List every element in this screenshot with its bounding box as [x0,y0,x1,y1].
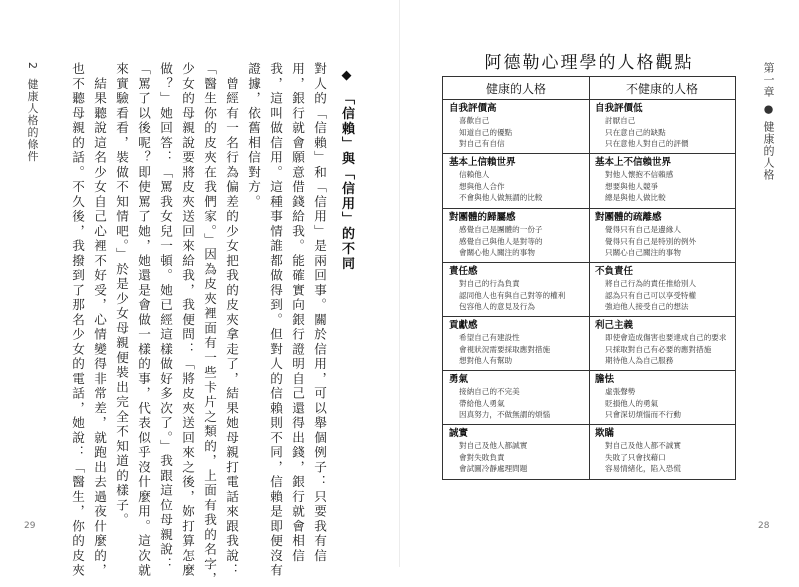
trait-item: 只採取對自己有必要的應對措施 [605,344,712,354]
body-column: 對人的「信賴」和「信用」是兩回事。關於信用，可以舉個例子：只要我有信 [312,62,327,564]
trait-title: 基本上不信賴世界 [595,157,672,168]
footer-chapter-title: 健康人格的條件 [26,78,39,163]
healthy-cell [449,374,589,421]
trait-item: 貶損他人的勇氣 [605,398,659,408]
header-chapter: 第一章 [762,62,775,98]
healthy-cell [449,212,589,259]
trait-item: 會視狀況需要採取應對措施 [459,344,551,354]
body-column: 做？」她回答：「罵我女兒一頓。她已經這樣做好多次了。」我跟這位母親說： [158,62,173,572]
trait-item: 信賴他人 [459,170,490,179]
trait-item: 會試圖冷靜處理問題 [459,464,528,473]
body-column: 「罵了以後呢？即使罵了她，她還是會做一樣的事，代表似乎沒什麼用。這次就 [136,62,151,579]
header-bullet-icon: ● [762,102,775,117]
trait-item: 強迫他人接受自己的想法 [605,302,689,311]
trait-title: 利己主義 [595,320,634,331]
trait-item: 知道自己的優點 [459,127,513,137]
trait-item: 總是與他人做比較 [605,193,666,202]
trait-item: 對自己及他人都誠實 [459,441,528,450]
healthy-cell [449,266,589,313]
trait-item: 想對他人有幫助 [459,356,513,365]
trait-title: 對團體的疏離感 [595,212,662,223]
row-divider [443,316,735,317]
trait-item: 容易情緒化，陷入恐慌 [605,464,681,473]
trait-title: 對團體的歸屬感 [449,212,516,223]
trait-item: 希望自己有建設性 [459,333,520,342]
trait-title: 欺瞞 [595,428,615,439]
unhealthy-cell [595,374,735,421]
trait-title: 自我評價高 [449,103,497,114]
trait-title: 自我評價低 [595,103,643,114]
trait-title: 貢獻感 [449,320,478,331]
page-gutter [399,0,400,567]
trait-item: 只在意自己的缺點 [605,127,666,137]
unhealthy-cell [595,266,735,313]
table-title: 阿德勒心理學的人格觀點 [484,53,694,73]
body-column: 用，銀行就會願意借錢給我。能確實向銀行證明自己還得出錢，銀行就會相信 [290,62,305,564]
trait-item: 對他人懷抱不信賴感 [605,170,674,179]
section-heading-text: 「信賴」與「信用」的不同 [339,91,354,272]
healthy-cell [449,428,589,475]
unhealthy-cell [595,103,735,150]
trait-item: 失敗了只會找藉口 [605,452,666,462]
trait-item: 認為只有自己可以享受特權 [605,290,697,300]
unhealthy-cell [595,320,735,367]
trait-item: 期待他人為自己服務 [605,356,674,365]
section-heading [337,68,356,272]
left-page-number: 29 [24,521,36,531]
body-column: 也不聽母親的話。不久後，我撥到了那名少女的電話，她說：「醫生，你的皮夾 [70,62,85,579]
trait-item: 虛張聲勢 [605,387,636,396]
trait-item: 想與他人合作 [459,181,505,191]
body-column: 我，這叫做信用。這種事情誰都做得到。但對人的信賴則不同，信賴是即便沒有 [268,62,283,579]
trait-item: 將自己行為的責任推給別人 [605,279,697,288]
trait-item: 不會與他人做無謂的比較 [459,193,543,202]
row-divider [443,153,735,154]
footer-chapter-number: 2 [26,62,39,70]
body-column: 「醫生你的皮夾在我們家。」因為皮夾裡面有一些卡片之類的，上面有我的名字， [202,62,217,587]
trait-title: 不負責任 [595,266,634,277]
trait-item: 只會深切煩惱而不行動 [605,410,681,419]
diamond-bullet-icon: ◆ [339,68,354,85]
right-page-number: 28 [758,521,770,531]
header-unhealthy: 不健康的人格 [625,82,698,96]
row-divider [443,424,735,425]
unhealthy-cell [595,157,735,204]
body-column: 來實驗看看，裝做不知情吧。」於是少女母親便裝出完全不知道的樣子。 [114,62,129,528]
left-running-footer [24,62,40,163]
trait-title: 基本上信賴世界 [449,157,516,168]
trait-title: 誠實 [449,428,469,439]
trait-item: 對自己及他人都不誠實 [605,441,681,450]
trait-item: 感覺自己與他人是對等的 [459,236,543,246]
trait-item: 認同他人也有與自己對等的權利 [459,290,566,300]
trait-item: 包容他人的意見及行為 [459,302,535,311]
trait-title: 勇氣 [449,374,469,385]
trait-item: 因真努力，不做無謂的煩惱 [459,410,551,419]
healthy-cell [449,320,589,367]
unhealthy-cell [595,428,735,475]
trait-item: 感覺自己是團體的一份子 [459,225,543,234]
trait-item: 只關心自己關注的事物 [605,248,681,257]
healthy-cell [449,157,589,204]
healthy-cell [449,103,589,150]
row-divider [443,262,735,263]
row-divider [443,370,735,371]
column-divider [589,77,590,479]
trait-item: 覺得只有自己是特別的例外 [605,236,697,246]
row-divider [443,208,735,209]
body-column: 結果聽說這名少女自己心裡不好受，心情變得非常差，就跑出去過夜什麼的， [92,62,107,579]
trait-item: 即使會造成傷害也要達成自己的要求 [605,333,727,342]
trait-item: 對自己的行為負責 [459,279,520,288]
trait-item: 討厭自己 [605,116,636,125]
trait-item: 覺得只有自己是邊緣人 [605,225,681,234]
trait-title: 責任感 [449,266,478,277]
trait-item: 會對失敗負責 [459,452,505,462]
trait-item: 想要與他人競爭 [605,181,659,191]
trait-item: 喜歡自己 [459,116,490,125]
trait-item: 接納自己的不完美 [459,387,520,396]
header-chapter-title: 健康的人格 [762,121,775,181]
body-column: 證據，依舊相信對方。 [246,62,261,210]
body-column: 少女的母親說要將皮夾送回來給我，我便問：「將皮夾送回來之後，妳打算怎麼 [180,62,195,579]
unhealthy-cell [595,212,735,259]
trait-item: 對自己有自信 [459,139,505,148]
personality-table [442,76,736,480]
trait-item: 會關心他人關注的事物 [459,248,535,257]
header-healthy: 健康的人格 [485,82,546,96]
trait-item: 只在意他人對自己的評價 [605,139,689,148]
trait-title: 膽怯 [595,374,615,385]
right-running-header [760,62,776,181]
body-column: 曾經有一名行為偏差的少女把我的皮夾拿走了，結果她母親打電話來跟我說： [224,62,239,579]
trait-item: 帶給他人勇氣 [459,398,505,408]
